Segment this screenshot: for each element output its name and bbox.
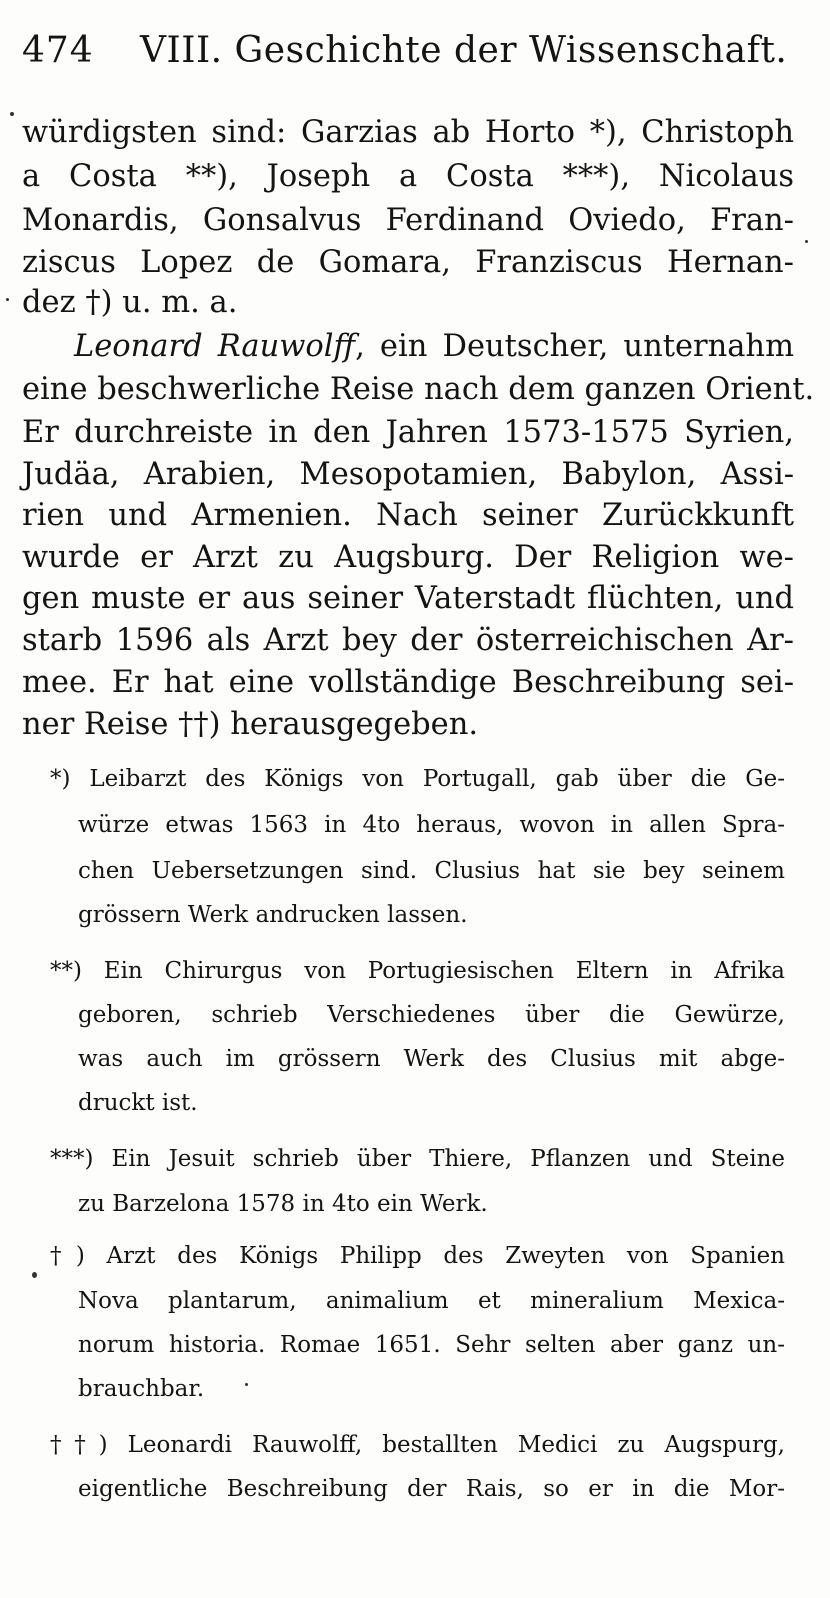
page-number: 474 — [22, 30, 94, 71]
footnote-line: grössern Werk andrucken lassen. — [78, 902, 468, 928]
body-line: Er durchreiste in den Jahren 1573-1575 Syrien, — [22, 415, 794, 450]
body-line-paragraph-start — [74, 329, 794, 364]
paragraph-start-rest: , ein Deutscher, unternahm — [355, 329, 794, 364]
body-line: Monardis, Gonsalvus Ferdinand Oviedo, Fran- — [22, 203, 794, 238]
print-speck — [10, 112, 14, 116]
running-head: VIII. Geschichte der Wissenschaft. — [140, 30, 788, 71]
body-line: ner Reise ††) herausgegeben. — [22, 707, 479, 742]
footnote-line: **) Ein Chirurgus von Portugiesischen Eltern in Afrika — [50, 958, 785, 984]
body-line: dez †) u. m. a. — [22, 285, 238, 320]
print-speck — [805, 240, 808, 243]
footnote-line: *) Leibarzt des Königs von Portugall, gab über die Ge- — [50, 766, 785, 792]
print-speck — [245, 1383, 248, 1386]
body-line: Judäa, Arabien, Mesopotamien, Babylon, Assi- — [22, 457, 794, 492]
body-line: rien und Armenien. Nach seiner Zurückkunft — [22, 498, 794, 533]
body-line: mee. Er hat eine vollständige Beschreibung sei- — [22, 665, 794, 700]
body-line: gen muste er aus seiner Vaterstadt flüchten, und — [22, 581, 794, 616]
body-line: eine beschwerliche Reise nach dem ganzen Orient. — [22, 372, 815, 407]
body-line: starb 1596 als Arzt bey der österreichischen Ar- — [22, 623, 794, 658]
footnote-line: eigentliche Beschreibung der Rais, so er in die Mor- — [78, 1476, 785, 1502]
footnote-line: norum historia. Romae 1651. Sehr selten aber ganz un- — [78, 1332, 785, 1358]
footnote-line: zu Barzelona 1578 in 4to ein Werk. — [78, 1191, 488, 1217]
footnote-line: geboren, schrieb Verschiedenes über die Gewürze, — [78, 1002, 785, 1028]
footnote-line: ***) Ein Jesuit schrieb über Thiere, Pflanzen und Steine — [50, 1146, 785, 1172]
print-speck — [32, 1272, 37, 1278]
footnote-line: †) Arzt des Königs Philipp des Zweyten von Spanien — [50, 1243, 785, 1269]
print-speck — [6, 298, 9, 301]
person-name-italic: Leonard Rauwolff — [74, 329, 356, 364]
footnote-line: Nova plantarum, animalium et mineralium Mexica- — [78, 1288, 785, 1314]
body-line: wurde er Arzt zu Augsburg. Der Religion we- — [22, 540, 794, 575]
footnote-line: druckt ist. — [78, 1090, 198, 1116]
footnote-line: ††) Leonardi Rauwolff, bestallten Medici zu Augspurg, — [50, 1432, 785, 1458]
footnote-line: würze etwas 1563 in 4to heraus, wovon in allen Spra- — [78, 812, 785, 838]
footnote-line: was auch im grössern Werk des Clusius mit abge- — [78, 1046, 785, 1072]
footnote-line: brauchbar. — [78, 1376, 205, 1402]
page-header — [22, 30, 812, 90]
footnote-line: chen Uebersetzungen sind. Clusius hat sie bey seinem — [78, 858, 785, 884]
body-line: ziscus Lopez de Gomara, Franziscus Hernan- — [22, 245, 794, 280]
body-line: a Costa **), Joseph a Costa ***), Nicolaus — [22, 159, 794, 194]
body-line: würdigsten sind: Garzias ab Horto *), Christoph — [22, 115, 794, 150]
